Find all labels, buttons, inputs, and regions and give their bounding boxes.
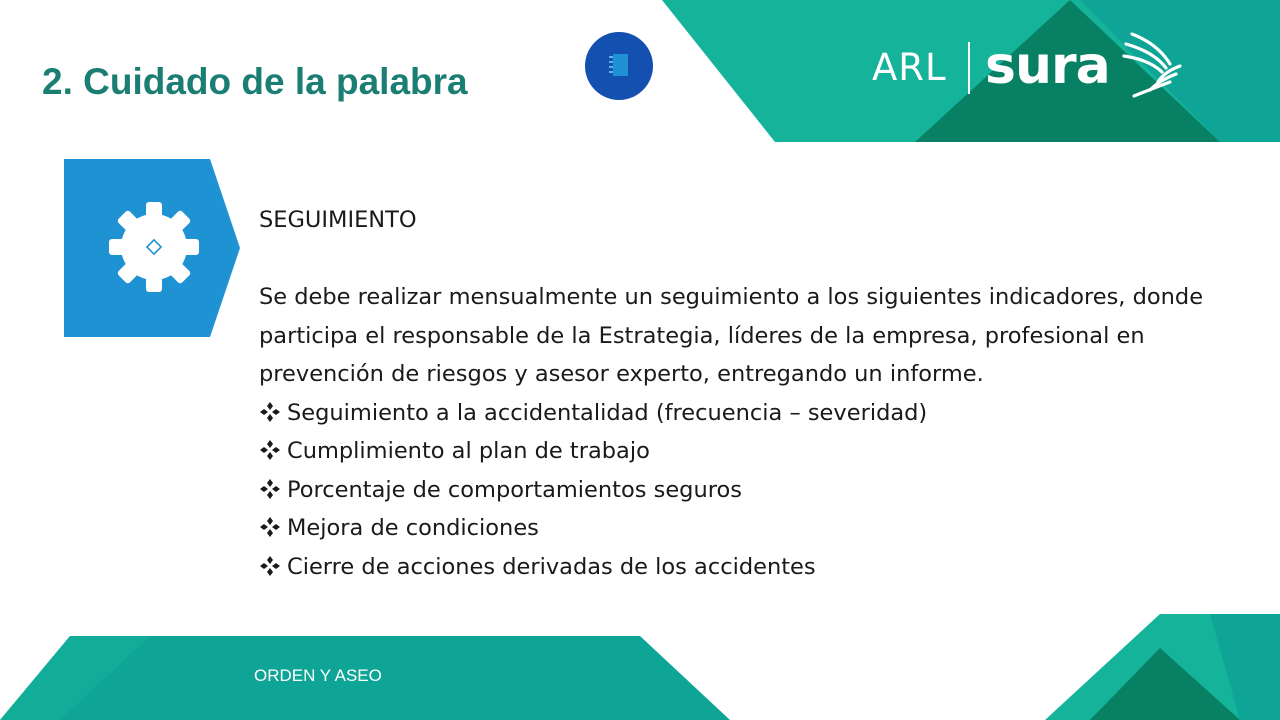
footer-label: ORDEN Y ASEO	[254, 666, 382, 685]
book-badge	[585, 32, 653, 100]
list-item-label: Cumplimiento al plan de trabajo	[287, 438, 650, 464]
page-title: 2. Cuidado de la palabra	[42, 61, 468, 102]
list-item-label: Mejora de condiciones	[287, 515, 539, 541]
diamond-bullet-icon	[259, 401, 281, 423]
content-block	[259, 201, 1239, 586]
list-item	[259, 509, 1239, 548]
diamond-bullet-icon	[259, 555, 281, 577]
list-item-label: Cierre de acciones derivadas de los accidentes	[287, 553, 816, 580]
section-heading: SEGUIMIENTO	[259, 207, 417, 233]
gear-box	[64, 159, 244, 337]
logo-sura-text: sura	[985, 36, 1110, 96]
gear-icon	[109, 202, 199, 292]
list-item-label: Seguimiento a la accidentalidad (frecuencia – severidad)	[287, 399, 928, 426]
list-item	[259, 471, 1239, 510]
list-item	[259, 394, 1239, 433]
wings-icon	[1120, 30, 1184, 102]
diamond-bullet-icon	[259, 439, 281, 461]
diamond-bullet-icon	[259, 478, 281, 500]
indicator-list	[259, 394, 1239, 587]
logo-arl-text: ARL	[872, 46, 947, 89]
section-paragraph: Se debe realizar mensualmente un seguimiento a los siguientes indicadores, donde participa el responsable de la Estrategia, líderes de la empresa, profesional en prevención de riesgos y asesor experto, entregando un informe.	[259, 284, 1204, 387]
logo-divider	[968, 42, 970, 94]
list-item	[259, 548, 1239, 587]
book-icon	[607, 52, 631, 80]
list-item	[259, 432, 1239, 471]
list-item-label: Porcentaje de comportamientos seguros	[287, 476, 742, 503]
diamond-bullet-icon	[259, 516, 281, 538]
